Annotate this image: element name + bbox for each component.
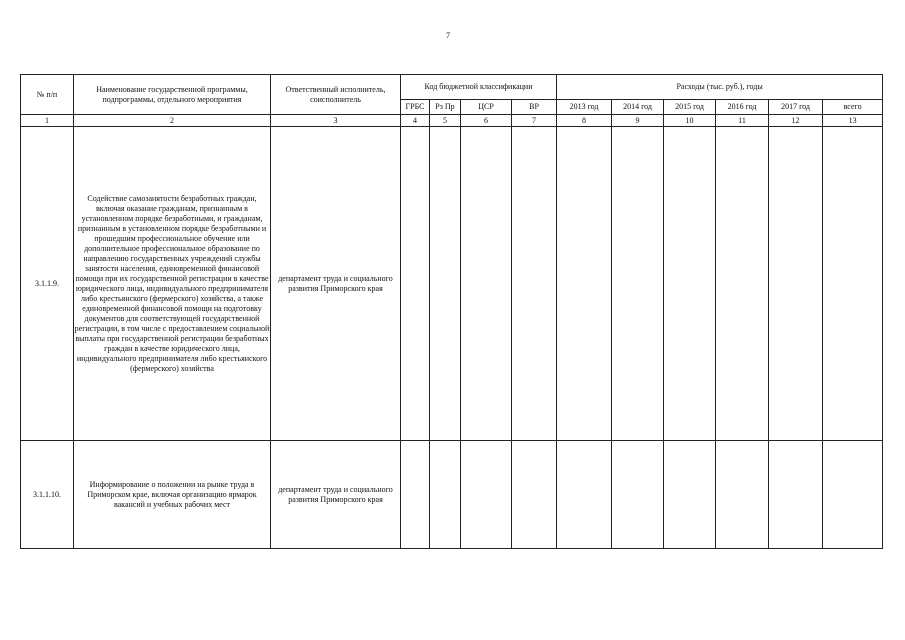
column-number: 2 <box>74 115 271 127</box>
column-number: 6 <box>461 115 512 127</box>
header-responsible: Ответственный исполнитель, соисполнитель <box>271 75 401 115</box>
header-rzpr: Рз Пр <box>430 100 461 115</box>
budget-table <box>20 74 883 549</box>
column-number: 11 <box>716 115 769 127</box>
header-name: Наименование государственной программы, подпрограммы, отдельного мероприятия <box>74 75 271 115</box>
row-code: 3.1.1.10. <box>21 441 74 549</box>
header-year-2015: 2015 год <box>664 100 716 115</box>
cell-grbs <box>401 441 430 549</box>
header-vr: ВР <box>512 100 557 115</box>
column-number: 3 <box>271 115 401 127</box>
cell-2015 <box>664 127 716 441</box>
row-code: 3.1.1.9. <box>21 127 74 441</box>
row-description: Содействие самозанятости безработных граждан, включая оказание гражданам, признанным в установленном порядке безработными, и гражданам, признанным в установленном порядке безработными и прошедшим профессиональное обучение или дополнительное профессиональное образование по направлению государственных учреждений службы занятости населения, единовременной финансовой помощи при их государственной регистрации в качестве юридического лица, индивидуального предпринимателя либо крестьянского (фермерского) хозяйства, а также единовременной финансовой помощи на подготовку документов для соответствующей государственной регистрации, в том числе с предоставлением социальной выплаты при государственной регистрации безработных граждан в качестве юридического лица, индивидуального предпринимателя либо крестьянского (фермерского) хозяйства <box>74 127 271 441</box>
table-row <box>21 441 883 549</box>
header-year-2017: 2017 год <box>769 100 823 115</box>
page-number: 7 <box>446 31 450 40</box>
cell-rzpr <box>430 441 461 549</box>
column-number: 10 <box>664 115 716 127</box>
column-number: 7 <box>512 115 557 127</box>
column-number: 9 <box>612 115 664 127</box>
cell-2017 <box>769 441 823 549</box>
row-description: Информирование о положении на рынке труда в Приморском крае, включая организацию ярмарок вакансий и учебных рабочих мест <box>74 441 271 549</box>
cell-2014 <box>612 441 664 549</box>
cell-2015 <box>664 441 716 549</box>
cell-2013 <box>557 441 612 549</box>
header-budget-code: Код бюджетной классификации <box>401 75 557 100</box>
cell-csr <box>461 127 512 441</box>
cell-vr <box>512 127 557 441</box>
cell-grbs <box>401 127 430 441</box>
cell-total <box>823 127 883 441</box>
cell-2016 <box>716 441 769 549</box>
cell-vr <box>512 441 557 549</box>
header-expenses: Расходы (тыс. руб.), годы <box>557 75 883 100</box>
header-year-2014: 2014 год <box>612 100 664 115</box>
header-total: всего <box>823 100 883 115</box>
table-row <box>21 127 883 441</box>
cell-2016 <box>716 127 769 441</box>
cell-csr <box>461 441 512 549</box>
column-number: 1 <box>21 115 74 127</box>
column-number: 4 <box>401 115 430 127</box>
row-responsible: департамент труда и социального развития Приморского края <box>271 441 401 549</box>
cell-2013 <box>557 127 612 441</box>
header-year-2016: 2016 год <box>716 100 769 115</box>
column-number: 12 <box>769 115 823 127</box>
header-grbs: ГРБС <box>401 100 430 115</box>
cell-2017 <box>769 127 823 441</box>
header-csr: ЦСР <box>461 100 512 115</box>
cell-2014 <box>612 127 664 441</box>
cell-total <box>823 441 883 549</box>
column-number: 13 <box>823 115 883 127</box>
column-number: 8 <box>557 115 612 127</box>
cell-rzpr <box>430 127 461 441</box>
row-responsible: департамент труда и социального развития Приморского края <box>271 127 401 441</box>
column-number: 5 <box>430 115 461 127</box>
header-year-2013: 2013 год <box>557 100 612 115</box>
header-num: № п/п <box>21 75 74 115</box>
